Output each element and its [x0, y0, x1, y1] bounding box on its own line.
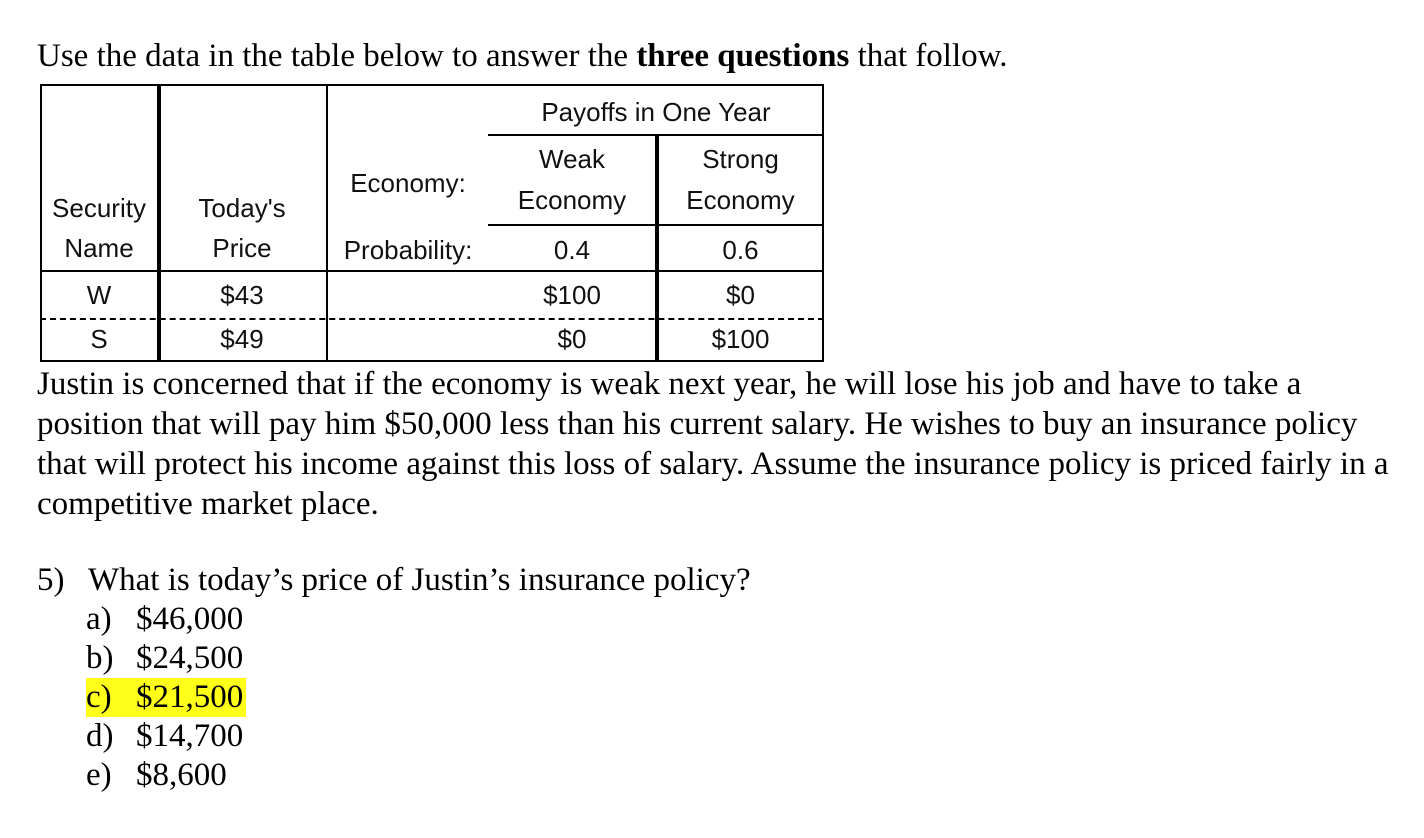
option-c-highlighted[interactable] [86, 678, 246, 717]
option-letter: b) [86, 640, 114, 676]
table-row-divider [40, 270, 824, 272]
row-w-weak: $100 [543, 280, 601, 310]
table-border-bottom [40, 360, 824, 362]
row-s-name: S [90, 324, 108, 354]
table-row-divider [488, 134, 824, 136]
intro-text [37, 36, 1008, 76]
security-header-line1: Security [52, 193, 146, 223]
strong-header-line1: Strong [702, 144, 779, 174]
table-row-divider [488, 224, 824, 226]
intro-bold: three questions [636, 38, 850, 74]
table-column-divider [326, 84, 328, 362]
scenario-paragraph: Justin is concerned that if the economy is weak next year, he will lose his job and have to take a position that will pay him $50,000 less than his current salary. He wishes to buy an insurance policy that will protect his income against this loss of salary. Assume the insurance policy is priced fairly in a competitive market place. [37, 366, 1389, 522]
option-d[interactable] [86, 717, 246, 756]
option-text: $46,000 [136, 601, 244, 637]
weak-probability: 0.4 [553, 235, 591, 265]
row-s-strong: $100 [711, 324, 770, 354]
probability-label: Probability: [343, 235, 473, 265]
option-e[interactable] [86, 756, 246, 795]
strong-probability: 0.6 [722, 235, 759, 265]
option-b[interactable] [86, 639, 246, 678]
intro-after: that follow. [849, 38, 1008, 74]
table-border-top [40, 84, 824, 86]
price-header-line2: Price [212, 233, 272, 263]
table-dashed-divider [40, 318, 824, 320]
row-w-price: $43 [220, 280, 264, 310]
option-letter: e) [86, 757, 112, 793]
question-number: 5) [37, 562, 65, 598]
security-header-line2: Name [64, 233, 134, 263]
option-text: $24,500 [136, 640, 244, 676]
weak-header-line1: Weak [539, 144, 605, 174]
price-header-line1: Today's [198, 193, 286, 223]
payoffs-header: Payoffs in One Year [541, 97, 771, 127]
strong-header-line2: Economy [686, 185, 795, 215]
economy-label: Economy: [350, 168, 466, 198]
answer-options [86, 600, 246, 795]
option-a[interactable] [86, 600, 246, 639]
payoff-table [40, 84, 824, 362]
option-letter: c) [86, 679, 112, 715]
question-text: What is today’s price of Justin’s insurance policy? [88, 562, 751, 598]
option-letter: a) [86, 601, 112, 637]
option-letter: d) [86, 718, 114, 754]
question-5 [37, 560, 751, 600]
row-s-price: $49 [220, 324, 264, 354]
row-w-strong: $0 [726, 280, 755, 310]
weak-header-line2: Economy [517, 185, 627, 215]
highlight-mark [86, 678, 246, 717]
row-w-name: W [86, 280, 112, 310]
option-text: $21,500 [136, 679, 244, 715]
intro-before: Use the data in the table below to answer the [37, 38, 637, 74]
option-text: $14,700 [136, 718, 244, 754]
option-text: $8,600 [136, 757, 227, 793]
row-s-weak: $0 [557, 324, 587, 354]
